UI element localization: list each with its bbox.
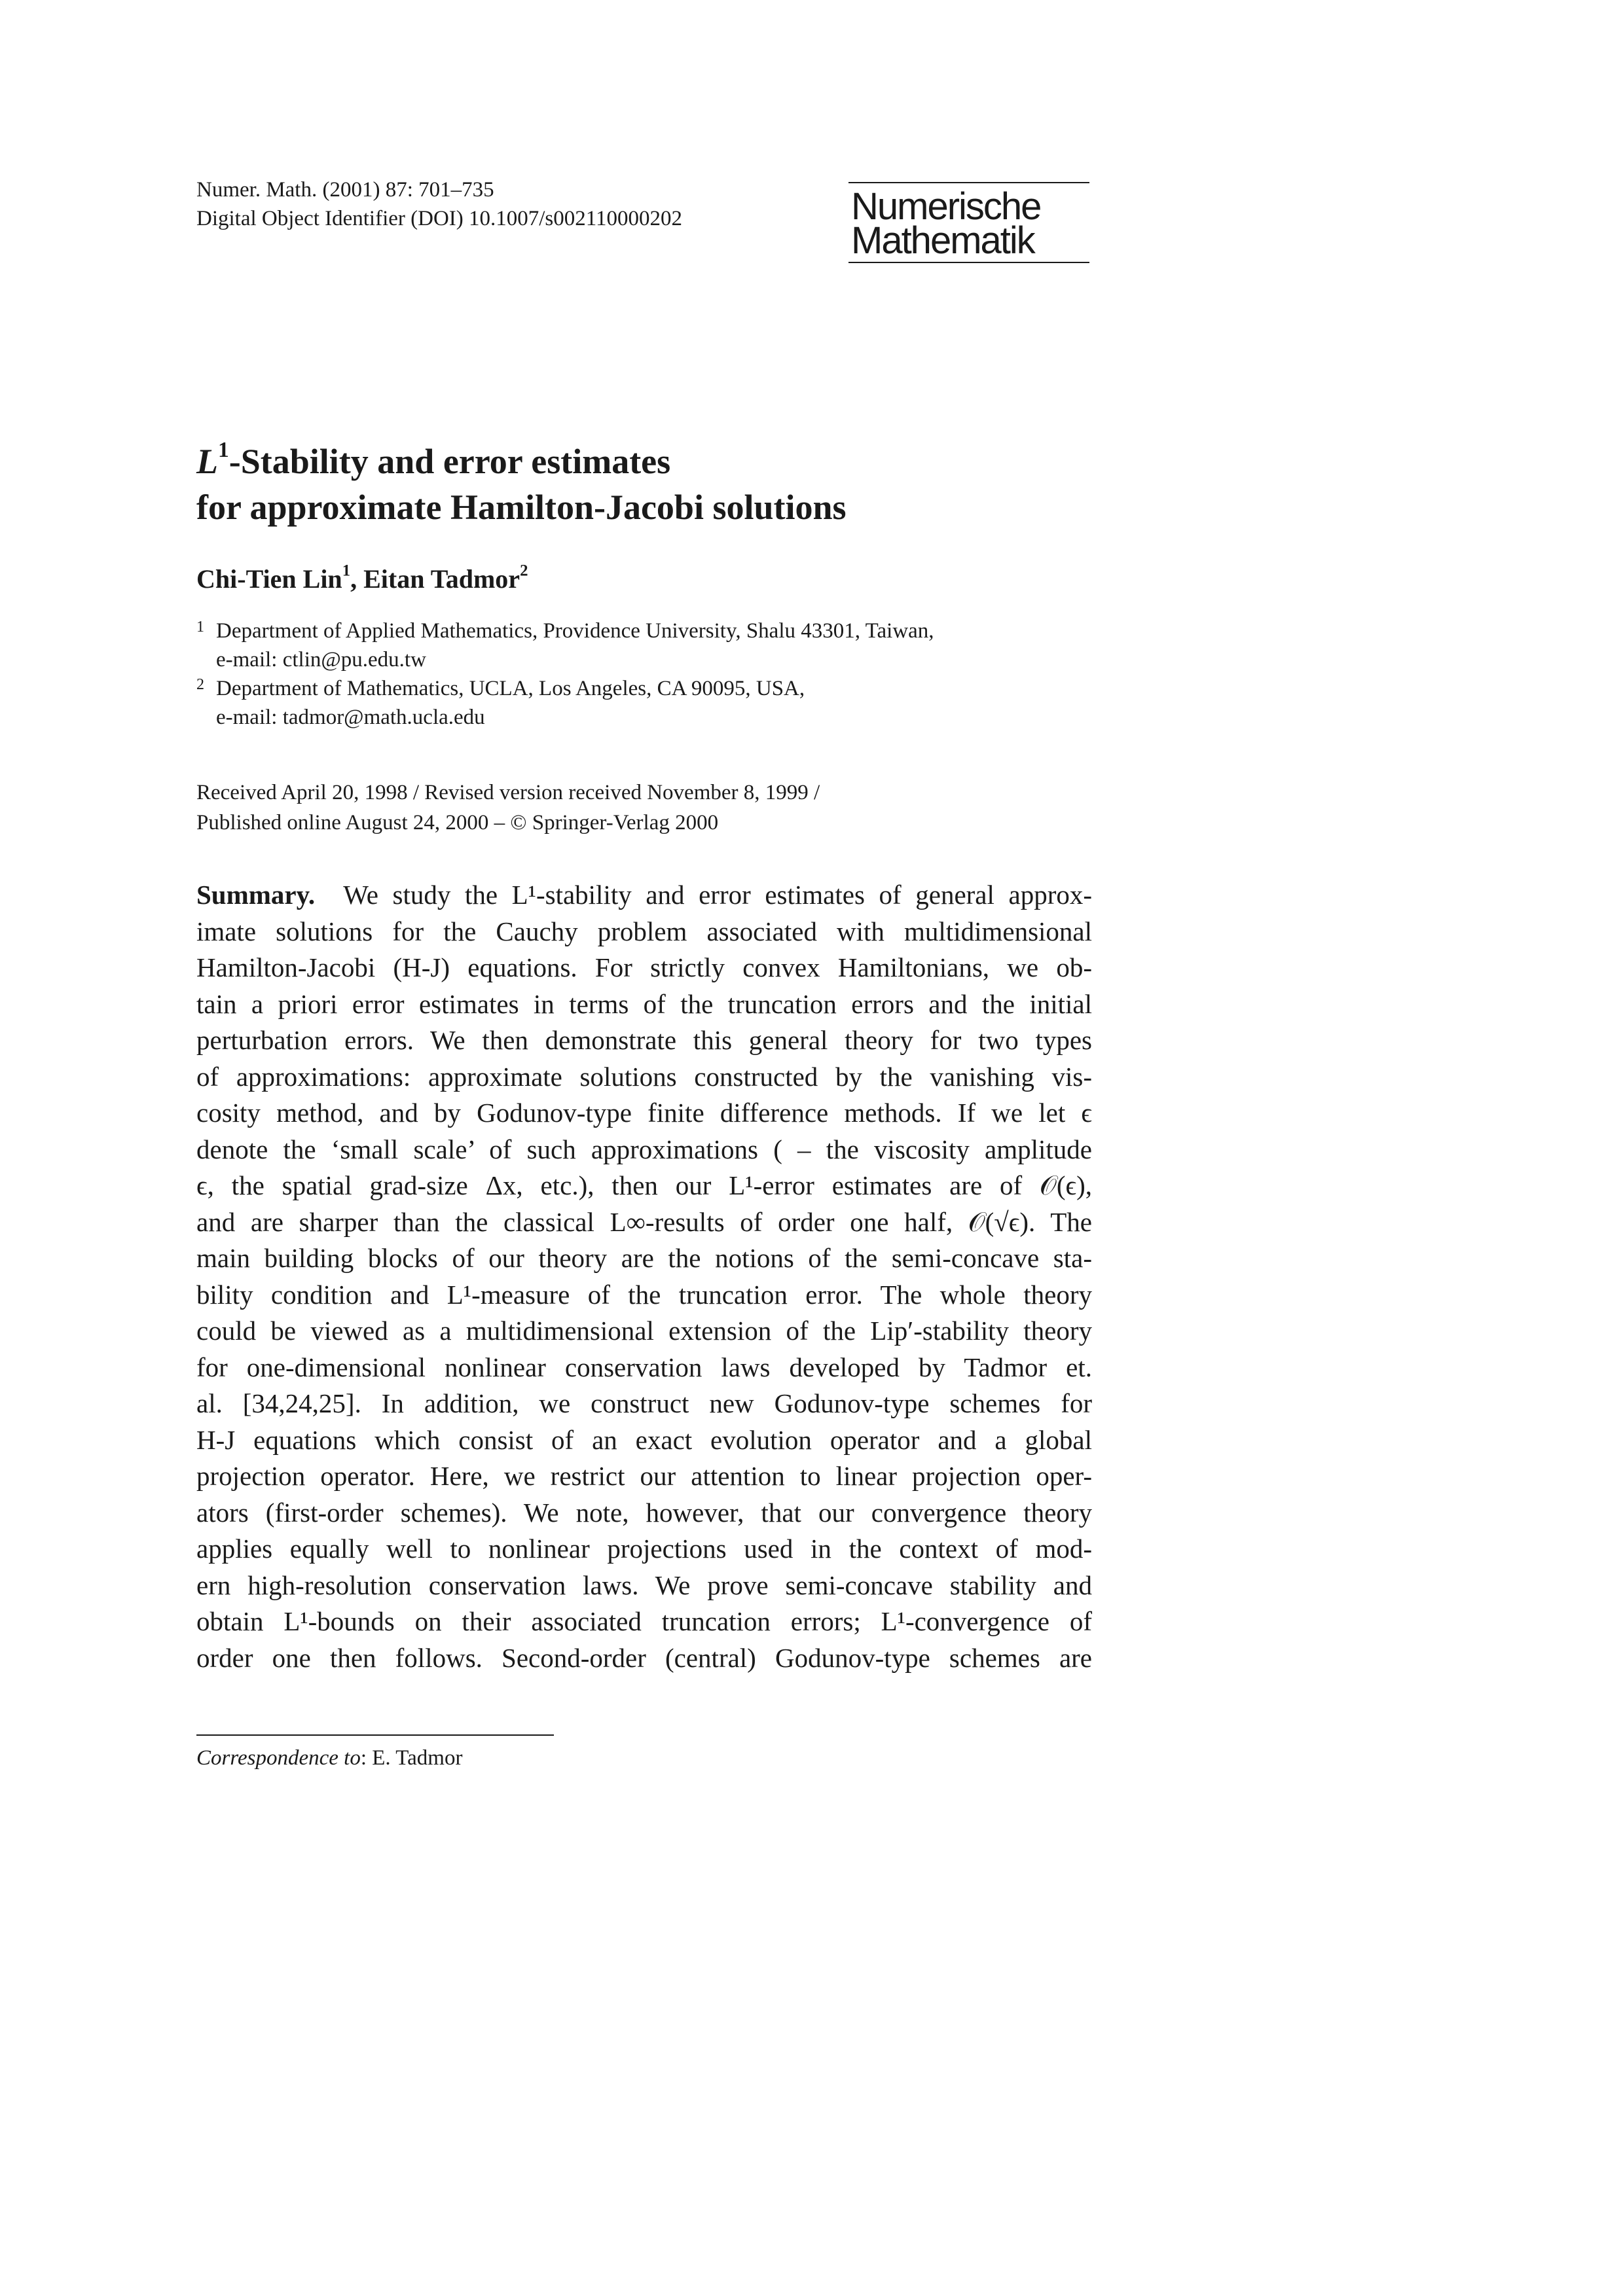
received-line: Received April 20, 1998 / Revised version received November 8, 1999 / xyxy=(196,781,820,804)
affiliation-1 xyxy=(196,617,934,674)
abstract-line: applies equally well to nonlinear projections used in the context of mod- xyxy=(196,1534,1092,1564)
logo-line-2: Mathematik xyxy=(851,219,1034,262)
publication-history xyxy=(196,778,820,838)
abstract-line: tain a priori error estimates in terms of the truncation errors and the initial xyxy=(196,988,1092,1019)
author-2: Eitan Tadmor xyxy=(363,564,520,594)
abstract-line: main building blocks of our theory are the notions of the semi-concave sta- xyxy=(196,1243,1092,1273)
abstract-line: imate solutions for the Cauchy problem associated with multidimensional xyxy=(196,916,1092,946)
author-2-affil: 2 xyxy=(520,562,528,580)
author-1: Chi-Tien Lin xyxy=(196,564,342,594)
journal-reference xyxy=(196,175,682,233)
journal-citation: Numer. Math. (2001) 87: 701–735 xyxy=(196,178,494,202)
title-superscript: 1 xyxy=(218,437,229,462)
abstract-line: for one-dimensional nonlinear conservation laws developed by Tadmor et. xyxy=(196,1352,1092,1382)
abstract-line: bility condition and L¹-measure of the truncation error. The whole theory xyxy=(196,1279,1092,1310)
footnote-rule xyxy=(196,1734,554,1736)
author-separator: , xyxy=(350,564,364,594)
abstract-line: ϵ, the spatial grad-size Δx, etc.), then our L¹-error estimates are of 𝒪(ϵ), xyxy=(196,1170,1092,1200)
footnote-text: : E. Tadmor xyxy=(360,1746,463,1770)
abstract-line: order one then follows. Second-order (central) Godunov-type schemes are xyxy=(196,1642,1092,1673)
affiliation-number: 1 xyxy=(196,619,204,636)
affiliation-email: e-mail: tadmor@math.ucla.edu xyxy=(216,706,485,729)
title-line-1-text: -Stability and error estimates xyxy=(228,442,671,481)
paper-title xyxy=(196,439,847,530)
abstract-line: ern high-resolution conservation laws. We prove semi-concave stability and xyxy=(196,1570,1092,1600)
affiliation-line: Department of Applied Mathematics, Providence University, Shalu 43301, Taiwan, xyxy=(216,619,934,643)
abstract-line: perturbation errors. We then demonstrate this general theory for two types xyxy=(196,1025,1092,1055)
title-line-2: for approximate Hamilton-Jacobi solutions xyxy=(196,488,847,527)
logo-line-1: Numerische xyxy=(851,185,1041,228)
journal-logo xyxy=(848,182,1089,263)
abstract-line: cosity method, and by Godunov-type finite difference methods. If we let ϵ xyxy=(196,1098,1092,1128)
footnote-label: Correspondence to xyxy=(196,1746,361,1770)
doi-line: Digital Object Identifier (DOI) 10.1007/s002110000202 xyxy=(196,207,683,230)
abstract-line: Hamilton-Jacobi (H-J) equations. For strictly convex Hamiltonians, we ob- xyxy=(196,952,1092,982)
abstract-line: ators (first-order schemes). We note, however, that our convergence theory xyxy=(196,1497,1092,1528)
abstract-line: al. [34,24,25]. In addition, we construct new Godunov-type schemes for xyxy=(196,1388,1092,1418)
affiliation-number: 2 xyxy=(196,676,204,693)
logo-rule-bottom xyxy=(848,262,1089,263)
author-1-affil: 1 xyxy=(342,562,351,580)
abstract-line: projection operator. Here, we restrict our attention to linear projection oper- xyxy=(196,1461,1092,1491)
abstract-line: could be viewed as a multidimensional extension of the Lip′-stability theory xyxy=(196,1316,1092,1346)
abstract-line: obtain L¹-bounds on their associated truncation errors; L¹-convergence of xyxy=(196,1606,1092,1636)
affiliation-line: Department of Mathematics, UCLA, Los Angeles, CA 90095, USA, xyxy=(216,677,805,700)
abstract-line-text: We study the L¹-stability and error estimates of general approx- xyxy=(343,880,1092,910)
affiliation-2 xyxy=(196,674,934,732)
logo-text xyxy=(848,183,1089,262)
abstract-line xyxy=(196,877,1092,914)
abstract-line: of approximations: approximate solutions constructed by the vanishing vis- xyxy=(196,1061,1092,1092)
author-list xyxy=(196,563,528,596)
abstract-keyword: Summary. xyxy=(196,880,316,910)
footnote xyxy=(196,1744,462,1772)
abstract-line: and are sharper than the classical L∞-results of order one half, 𝒪(√ϵ). The xyxy=(196,1206,1092,1237)
affiliations xyxy=(196,617,934,732)
title-symbol: L xyxy=(196,442,218,481)
abstract-line: denote the ‘small scale’ of such approximations ( – the viscosity amplitude xyxy=(196,1134,1092,1164)
title-line-1 xyxy=(196,439,847,484)
abstract xyxy=(196,877,1092,1676)
abstract-line: H-J equations which consist of an exact evolution operator and a global xyxy=(196,1424,1092,1455)
affiliation-email: e-mail: ctlin@pu.edu.tw xyxy=(216,648,426,672)
published-line: Published online August 24, 2000 – © Springer-Verlag 2000 xyxy=(196,811,719,834)
